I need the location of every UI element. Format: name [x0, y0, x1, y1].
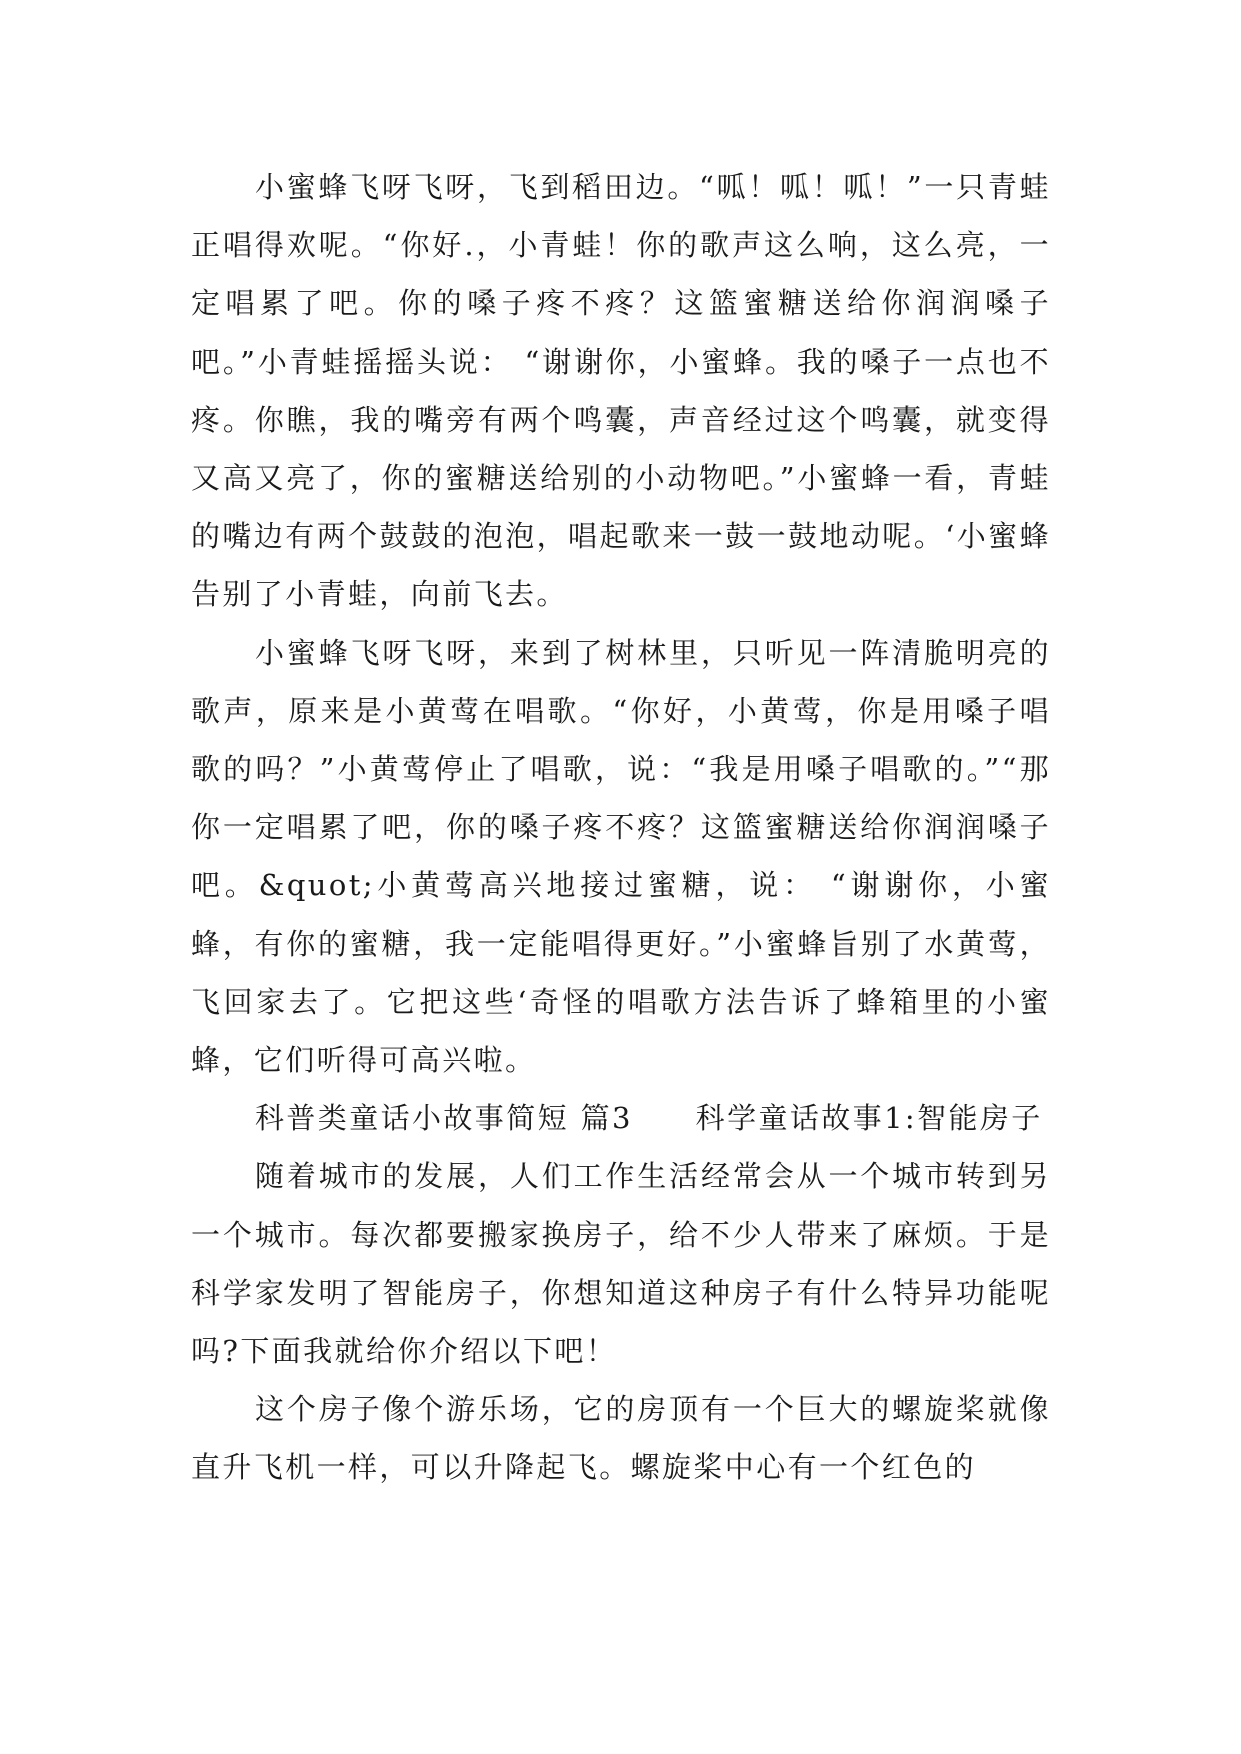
- paragraph-bee-and-oriole: 小蜜蜂飞呀飞呀，来到了树林里，只听见一阵清脆明亮的歌声，原来是小黄莺在唱歌。“你好，小黄莺，你是用嗓子唱歌的吗？”小黄莺停止了唱歌，说：“我是用嗓子唱歌的。”“那你一定唱累了吧，你的嗓子疼不疼？这篮蜜糖送给你润润嗓子吧。&quot;小黄莺高兴地接过蜜糖，说： “谢谢你，小蜜蜂，有你的蜜糖，我一定能唱得更好。”小蜜蜂旨别了水黄莺，飞回家去了。它把这些‘奇怪的唱歌方法告诉了蜂箱里的小蜜蜂，它们听得可高兴啦。: [191, 635, 1051, 1078]
- section-heading-smart-house: 科普类童话小故事简短 篇3 科学童话故事1:智能房子: [255, 1101, 1043, 1136]
- paragraph-smart-house-intro: 随着城市的发展，人们工作生活经常会从一个城市转到另一个城市。每次都要搬家换房子，给不少人带来了麻烦。于是科学家发明了智能房子，你想知道这种房子有什么特异功能呢吗?下面我就给你介绍以下吧！: [191, 1159, 1051, 1369]
- document-body: [191, 158, 1051, 1497]
- paragraph-smart-house-description: 这个房子像个游乐场，它的房顶有一个巨大的螺旋桨就像直升飞机一样，可以升降起飞。螺旋桨中心有一个红色的: [191, 1392, 1051, 1485]
- paragraph-bee-and-frog: 小蜜蜂飞呀飞呀，飞到稻田边。“呱！呱！呱！”一只青蛙正唱得欢呢。“你好.，小青蛙！你的歌声这么响，这么亮，一定唱累了吧。你的嗓子疼不疼？这篮蜜糖送给你润润嗓子吧。”小青蛙摇摇头说： “谢谢你，小蜜蜂。我的嗓子一点也不疼。你瞧，我的嘴旁有两个鸣囊，声音经过这个鸣囊，就变得又高又亮了，你的蜜糖送给别的小动物吧。”小蜜蜂一看，青蛙的嘴边有两个鼓鼓的泡泡，唱起歌来一鼓一鼓地动呢。‘小蜜蜂告别了小青蛙，向前飞去。: [191, 170, 1051, 612]
